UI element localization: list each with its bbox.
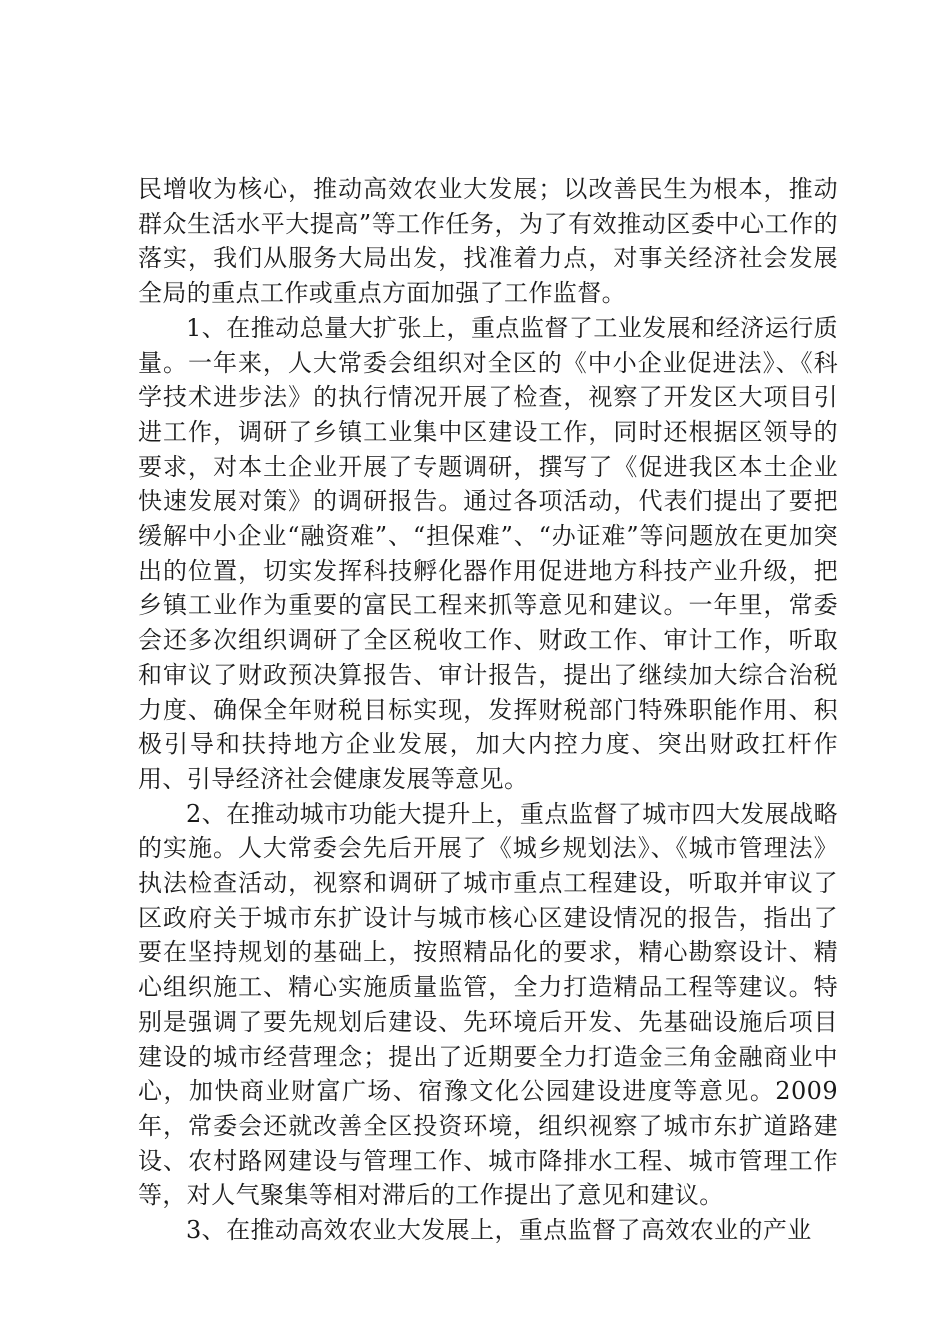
document-body (138, 172, 838, 1248)
paragraph-item-1: 1、在推动总量大扩张上，重点监督了工业发展和经济运行质量。一年来，人大常委会组织对全区的《中小企业促进法》、《科学技术进步法》的执行情况开展了检查，视察了开发区大项目引进工作，调研了乡镇工业集中区建设工作，同时还根据区领导的要求，对本土企业开展了专题调研，撰写了《促进我区本土企业快速发展对策》的调研报告。通过各项活动，代表们提出了要把缓解中小企业“融资难”、“担保难”、“办证难”等问题放在更加突出的位置，切实发挥科技孵化器作用促进地方科技产业升级，把乡镇工业作为重要的富民工程来抓等意见和建议。一年里，常委会还多次组织调研了全区税收工作、财政工作、审计工作，听取和审议了财政预决算报告、审计报告，提出了继续加大综合治税力度、确保全年财税目标实现，发挥财税部门特殊职能作用、积极引导和扶持地方企业发展，加大内控力度、突出财政扛杆作用、引导经济社会健康发展等意见。 (138, 313, 838, 793)
paragraph-item-3: 3、在推动高效农业大发展上，重点监督了高效农业的产业 (186, 1216, 812, 1245)
paragraph-continuation: 民增收为核心，推动高效农业大发展；以改善民生为根本，推动群众生活水平大提高”等工作任务，为了有效推动区委中心工作的落实，我们从服务大局出发，找准着力点，对事关经济社会发展全局的重点工作或重点方面加强了工作监督。 (138, 175, 838, 308)
paragraph-item-2: 2、在推动城市功能大提升上，重点监督了城市四大发展战略的实施。人大常委会先后开展了《城乡规划法》、《城市管理法》执法检查活动，视察和调研了城市重点工程建设，听取并审议了区政府关于城市东扩设计与城市核心区建设情况的报告，指出了要在坚持规划的基础上，按照精品化的要求，精心勘察设计、精心组织施工、精心实施质量监管，全力打造精品工程等建议。特别是强调了要先规划后建设、先环境后开发、先基础设施后项目建设的城市经营理念；提出了近期要全力打造金三角金融商业中心，加快商业财富广场、宿豫文化公园建设进度等意见。2009年，常委会还就改善全区投资环境，组织视察了城市东扩道路建设、农村路网建设与管理工作、城市降排水工程、城市管理工作等，对人气聚集等相对滞后的工作提出了意见和建议。 (138, 799, 838, 1210)
